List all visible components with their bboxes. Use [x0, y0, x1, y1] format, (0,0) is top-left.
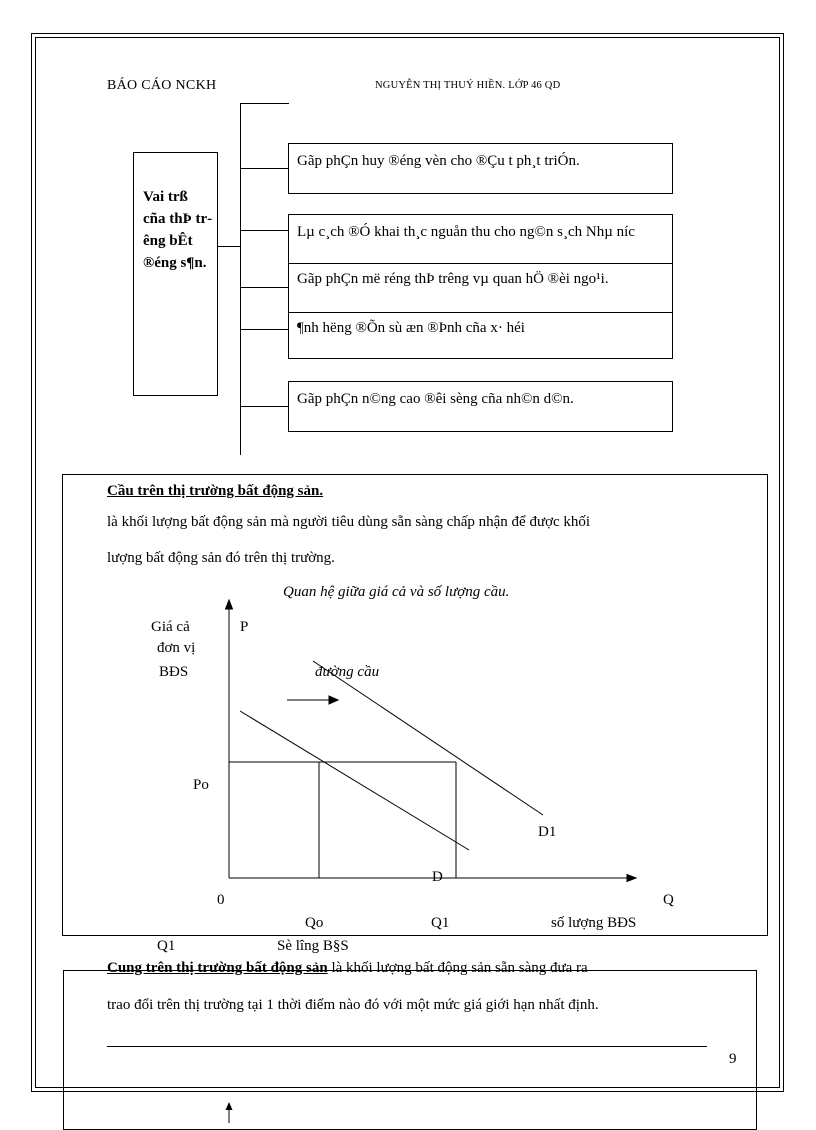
supply-text-line2: trao đổi trên thị trường tại 1 thời điểm nào đó với một mức giá giới hạn nhất định.: [107, 997, 599, 1013]
x-axis-letter: Q: [663, 892, 674, 908]
y-label-line1: Giá cả: [151, 619, 190, 635]
y-label-line3: BĐS: [159, 664, 189, 680]
series-label-d1: D1: [538, 824, 557, 840]
page-number: 9: [729, 1051, 737, 1067]
demand-curve-d1: [313, 661, 543, 815]
role-item-3-text: Gãp phÇn më réng thÞ trêng vµ quan hÖ ®èi ngo¹i.: [297, 271, 609, 287]
origin-label: 0: [217, 892, 225, 908]
header-report-title: BÁO CÁO NCKH: [107, 78, 217, 93]
x-axis-arrowhead: [627, 875, 636, 882]
stray-arrow: [220, 1100, 240, 1123]
y-axis-letter: P: [240, 619, 249, 635]
supply-text-line1-rest: là khối lượng bất động sản sẵn sàng đưa ra: [327, 960, 588, 976]
quantity-label-q1: Q1: [431, 915, 450, 931]
demand-section-title: Cầu trên thị trường bất động sản.: [107, 483, 324, 499]
x-axis-label: số lượng BĐS: [551, 915, 637, 931]
supply-text-line1: [107, 960, 588, 977]
chart-caption: Quan hệ giữa giá cả và số lượng cầu.: [283, 584, 510, 600]
supply-section-box: [63, 970, 757, 1130]
price-po-label: Po: [193, 777, 209, 793]
stray-label-quantity: Sè lîng B§S: [277, 938, 349, 954]
y-label-line2: đơn vị: [157, 640, 196, 656]
role-item-1-text: Gãp phÇn huy ®éng vèn cho ®Çu t ph¸t triÓn.: [297, 153, 580, 169]
footer-rule: [107, 1046, 707, 1047]
role-item-2-text: Lµ c¸ch ®Ó khai th¸c nguån thu cho ng©n s¸ch Nhµ níc: [297, 224, 635, 240]
demand-curve-d: [240, 711, 469, 850]
role-item-5-text: Gãp phÇn n©ng cao ®êi sèng cña nh©n d©n.: [297, 391, 574, 407]
demand-text-line1: là khối lượng bất động sản mà người tiêu dùng sẵn sàng chấp nhận để được khối: [107, 514, 591, 530]
y-axis-arrowhead: [226, 600, 233, 609]
series-label-d: D: [432, 869, 443, 885]
role-title-text: Vai trß cña thÞ trêng bÊt ®éng s¶n.: [143, 189, 213, 271]
demand-text-line2: lượng bất động sản đó trên thị trường.: [107, 550, 335, 566]
stray-label-q1: Q1: [157, 938, 176, 954]
shift-arrow-head: [329, 696, 338, 704]
quantity-label-qo: Qo: [305, 915, 324, 931]
role-item-4-text: ¶nh hëng ®Õn sù æn ®Þnh cña x· héi: [297, 320, 525, 336]
supply-section-title: Cung trên thị trường bất động sản: [107, 960, 328, 976]
demand-curve-annotation: đường cầu: [315, 664, 380, 680]
header-author: NGUYỄN THỊ THUÝ HIỀN. LỚP 46 QD: [375, 80, 561, 91]
